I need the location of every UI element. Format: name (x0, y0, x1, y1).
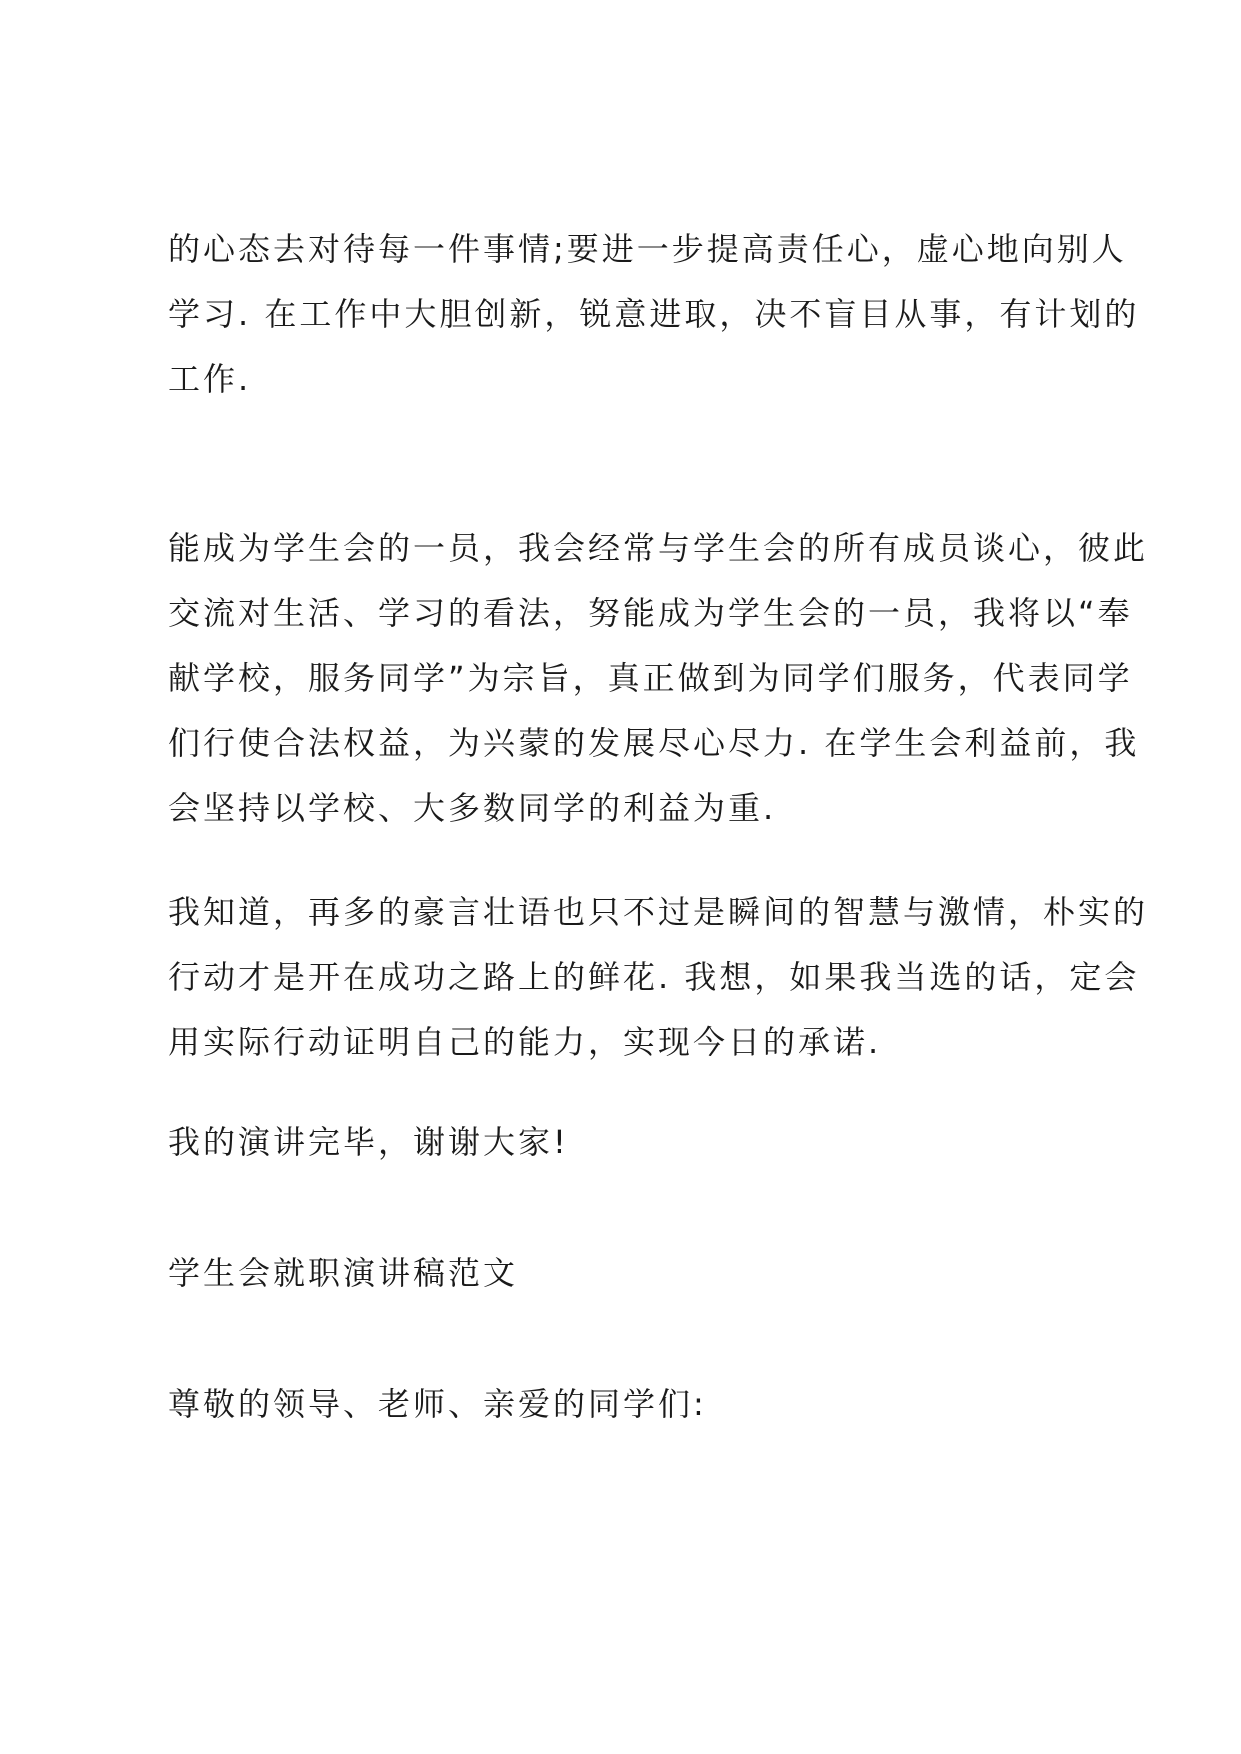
text-line: 交流对生活、学习的看法，努能成为学生会的一员，我将以“奉 (168, 594, 1133, 632)
text-line: 尊敬的领导、老师、亲爱的同学们: (168, 1385, 707, 1423)
text-line: 用实际行动证明自己的能力，实现今日的承诺. (168, 1023, 882, 1061)
paragraph-work-attitude (168, 217, 1140, 412)
text-line: 的心态去对待每一件事情;要进一步提高责任心，虚心地向别人 (168, 230, 1127, 268)
text-line: 学习. 在工作中大胆创新，锐意进取，决不盲目从事，有计划的 (168, 295, 1140, 333)
text-line: 我的演讲完毕，谢谢大家! (168, 1123, 569, 1161)
paragraph-closing-thanks (168, 1110, 1098, 1175)
section-title (168, 1241, 1098, 1306)
text-line: 我知道，再多的豪言壮语也只不过是瞬间的智慧与激情，朴实的 (168, 893, 1149, 931)
text-line: 工作. (168, 360, 252, 398)
text-line: 献学校，服务同学”为宗旨，真正做到为同学们服务，代表同学 (168, 659, 1133, 697)
text-line: 会坚持以学校、大多数同学的利益为重. (168, 789, 777, 827)
salutation (168, 1372, 1098, 1437)
text-line: 学生会就职演讲稿范文 (168, 1254, 519, 1292)
text-line: 能成为学生会的一员，我会经常与学生会的所有成员谈心，彼此 (168, 529, 1149, 567)
text-line: 们行使合法权益，为兴蒙的发展尽心尽力. 在学生会利益前，我 (168, 724, 1140, 762)
text-line: 行动才是开在成功之路上的鲜花. 我想，如果我当选的话，定会 (168, 958, 1140, 996)
paragraph-actions-over-words (168, 880, 1149, 1075)
paragraph-student-union-member (168, 516, 1149, 841)
